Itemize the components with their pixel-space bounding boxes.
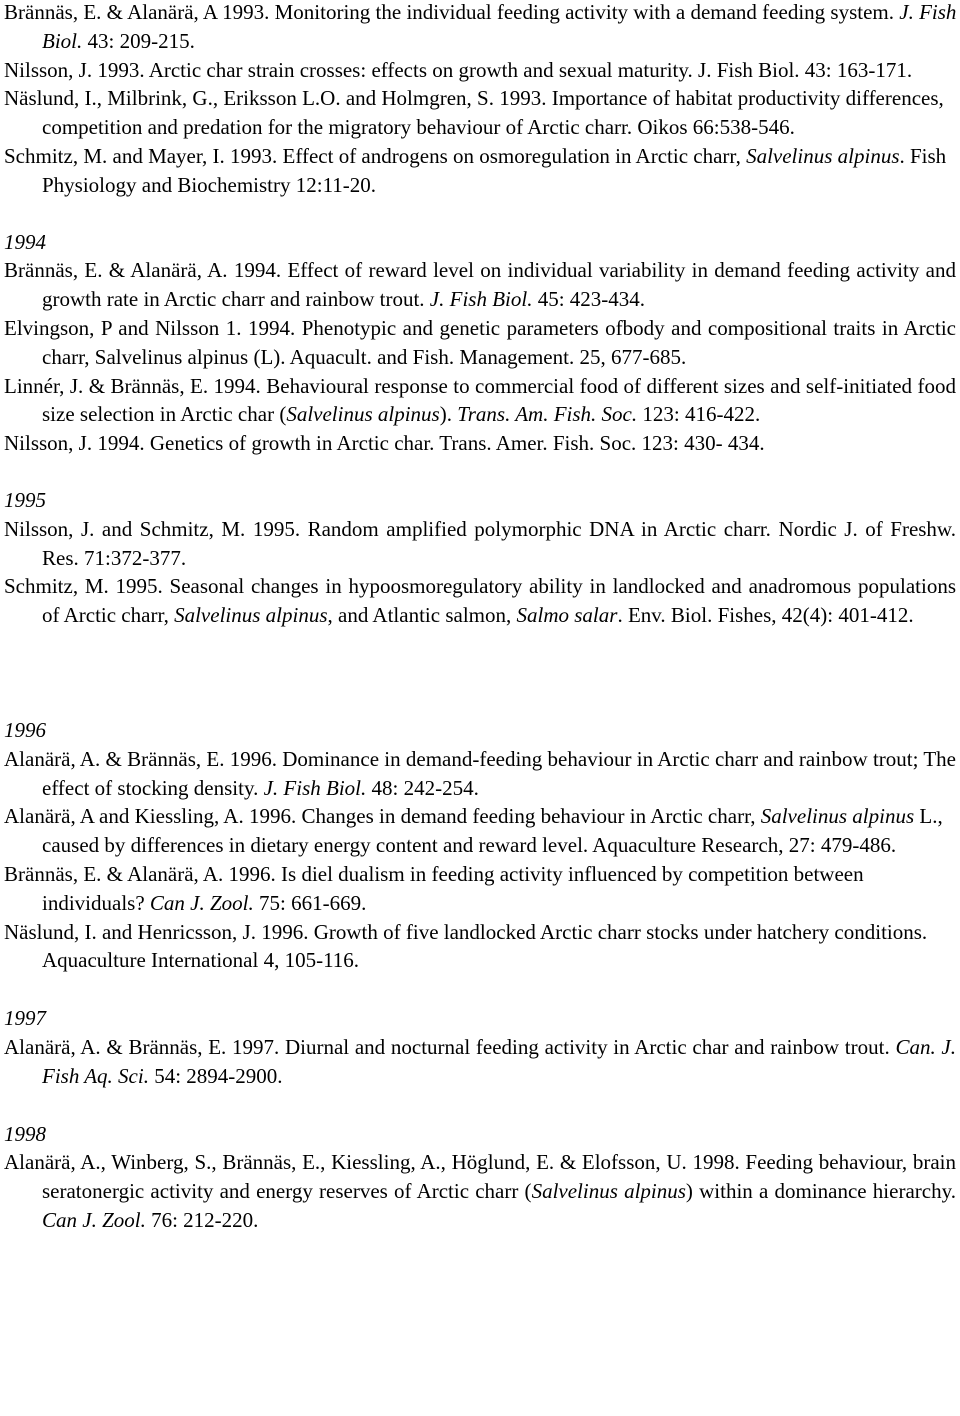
reference-entry: Alanärä, A., Winberg, S., Brännäs, E., Kiessling, A., Höglund, E. & Elofsson, U. 1998. Feeding behaviour, brain seratonergic activity and energy reserves of Arctic charr (Salvelinus alpinus) within a dominance hierarchy. Can J. Zool. 76: 212-220. [4,1150,956,1232]
year-heading: 1996 [4,717,46,742]
section-1993 [0,0,960,200]
reference-entry: Alanärä, A. & Brännäs, E. 1996. Dominance in demand-feeding behaviour in Arctic charr and rainbow trout; The effect of stocking density. J. Fish Biol. 48: 242-254. [4,746,956,800]
reference-entry: Schmitz, M. 1995. Seasonal changes in hypoosmoregulatory ability in landlocked and anadromous populations of Arctic charr, Salvelinus alpinus, and Atlantic salmon, Salmo salar. Env. Biol. Fishes, 42(4): 401-412. [4,574,956,628]
reference-entry: Näslund, I., Milbrink, G., Eriksson L.O. and Holmgren, S. 1993. Importance of habitat productivity differences, competition and predation for the migratory behaviour of Arctic charr. Oikos 66:538-546. [4,86,944,140]
reference-entry: Nilsson, J. and Schmitz, M. 1995. Random amplified polymorphic DNA in Arctic charr. Nordic J. of Freshw. Res. 71:372-377. [4,516,956,570]
year-heading: 1998 [4,1121,46,1146]
reference-entry: Linnér, J. & Brännäs, E. 1994. Behavioural response to commercial food of different sizes and self-initiated food size selection in Arctic char (Salvelinus alpinus). Trans. Am. Fish. Soc. 123: 416-422. [4,373,956,427]
reference-entry: Elvingson, P and Nilsson 1. 1994. Phenotypic and genetic parameters ofbody and compositional traits in Arctic charr, Salvelinus alpinus (L). Aquacult. and Fish. Management. 25, 677-685. [4,315,956,369]
reference-entry: Brännäs, E. & Alanärä, A 1993. Monitoring the individual feeding activity with a demand feeding system. J. Fish Biol. 43: 209-215. [4,0,957,53]
year-heading: 1997 [4,1006,46,1031]
reference-entry: Brännäs, E. & Alanärä, A. 1996. Is diel dualism in feeding activity influenced by competition between individuals? Can J. Zool. 75: 661-669. [4,861,864,915]
section-1995 [0,486,960,630]
reference-entry: Nilsson, J. 1994. Genetics of growth in Arctic char. Trans. Amer. Fish. Soc. 123: 430- 434. [4,431,765,456]
section-1996 [0,716,960,975]
section-1998 [0,1120,960,1235]
year-heading: 1995 [4,487,46,512]
reference-entry: Brännäs, E. & Alanärä, A. 1994. Effect of reward level on individual variability in demand feeding activity and growth rate in Arctic charr and rainbow trout. J. Fish Biol. 45: 423-434. [4,258,956,312]
section-1997 [0,1004,960,1090]
reference-entry: Nilsson, J. 1993. Arctic char strain crosses: effects on growth and sexual maturity. J. Fish Biol. 43: 163-171. [4,57,913,82]
reference-entry: Alanärä, A and Kiessling, A. 1996. Changes in demand feeding behaviour in Arctic charr, Salvelinus alpinus L., caused by differences in dietary energy content and reward level. Aquaculture Research, 27: 479-486. [4,804,943,858]
reference-entry: Alanärä, A. & Brännäs, E. 1997. Diurnal and nocturnal feeding activity in Arctic char and rainbow trout. Can. J. Fish Aq. Sci. 54: 2894-2900. [4,1034,956,1088]
reference-entry: Näslund, I. and Henricsson, J. 1996. Growth of five landlocked Arctic charr stocks under hatchery conditions. Aquaculture International 4, 105-116. [4,919,928,973]
reference-entry: Schmitz, M. and Mayer, I. 1993. Effect of androgens on osmoregulation in Arctic charr, Salvelinus alpinus. Fish Physiology and Biochemistry 12:11-20. [4,143,947,197]
section-1994 [0,228,960,458]
year-heading: 1994 [4,229,46,254]
